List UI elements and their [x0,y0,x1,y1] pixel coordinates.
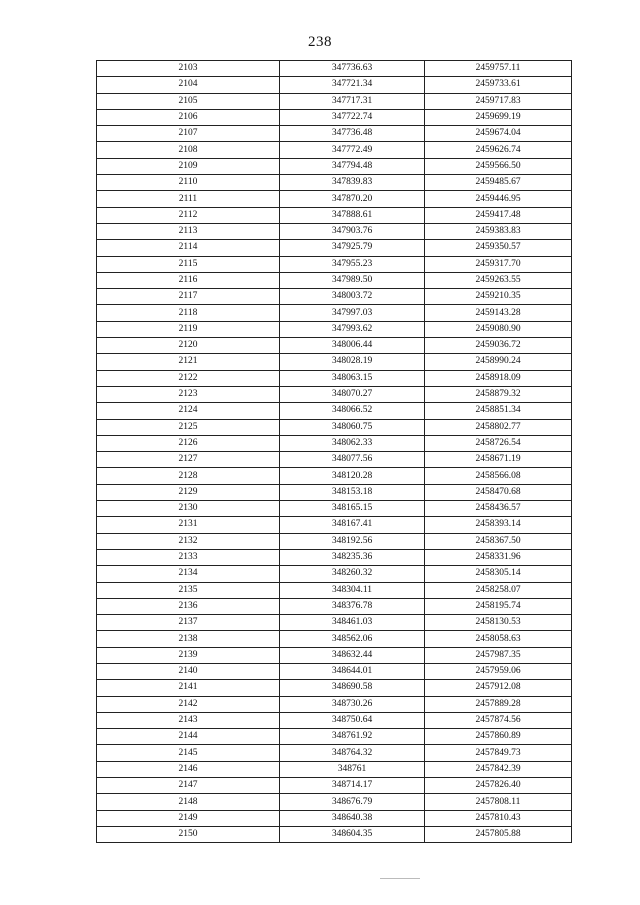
x-coordinate-cell: 348063.15 [280,370,425,386]
x-coordinate-cell: 348077.56 [280,452,425,468]
point-number-cell: 2137 [97,615,280,631]
y-coordinate-cell: 2457826.40 [425,778,572,794]
y-coordinate-cell: 2457874.56 [425,712,572,728]
x-coordinate-cell: 348562.06 [280,631,425,647]
table-row [97,61,572,77]
y-coordinate-cell: 2459317.70 [425,256,572,272]
y-coordinate-cell: 2458195.74 [425,598,572,614]
table-row [97,191,572,207]
x-coordinate-cell: 348761 [280,761,425,777]
y-coordinate-cell: 2459036.72 [425,338,572,354]
point-number-cell: 2103 [97,61,280,77]
y-coordinate-cell: 2457860.89 [425,729,572,745]
point-number-cell: 2136 [97,598,280,614]
point-number-cell: 2141 [97,680,280,696]
point-number-cell: 2135 [97,582,280,598]
point-number-cell: 2120 [97,338,280,354]
table-row [97,175,572,191]
table-row [97,484,572,500]
x-coordinate-cell: 348764.32 [280,745,425,761]
y-coordinate-cell: 2457810.43 [425,810,572,826]
x-coordinate-cell: 348750.64 [280,712,425,728]
point-number-cell: 2114 [97,240,280,256]
y-coordinate-cell: 2457808.11 [425,794,572,810]
x-coordinate-cell: 347722.74 [280,109,425,125]
x-coordinate-cell: 348676.79 [280,794,425,810]
y-coordinate-cell: 2459733.61 [425,77,572,93]
point-number-cell: 2106 [97,109,280,125]
point-number-cell: 2108 [97,142,280,158]
table-row [97,321,572,337]
point-number-cell: 2125 [97,419,280,435]
point-number-cell: 2139 [97,647,280,663]
table-row [97,501,572,517]
x-coordinate-cell: 348153.18 [280,484,425,500]
point-number-cell: 2142 [97,696,280,712]
y-coordinate-cell: 2458802.77 [425,419,572,435]
point-number-cell: 2133 [97,549,280,565]
x-coordinate-cell: 348028.19 [280,354,425,370]
table-row [97,403,572,419]
x-coordinate-cell: 348235.36 [280,549,425,565]
y-coordinate-cell: 2457889.28 [425,696,572,712]
x-coordinate-cell: 348644.01 [280,663,425,679]
table-row [97,370,572,386]
y-coordinate-cell: 2458918.09 [425,370,572,386]
y-coordinate-cell: 2458393.14 [425,517,572,533]
point-number-cell: 2121 [97,354,280,370]
table-row [97,517,572,533]
table-row [97,93,572,109]
y-coordinate-cell: 2459757.11 [425,61,572,77]
x-coordinate-cell: 348060.75 [280,419,425,435]
point-number-cell: 2117 [97,289,280,305]
y-coordinate-cell: 2458990.24 [425,354,572,370]
table-row [97,696,572,712]
y-coordinate-cell: 2459210.35 [425,289,572,305]
x-coordinate-cell: 348260.32 [280,566,425,582]
table-row [97,468,572,484]
y-coordinate-cell: 2459080.90 [425,321,572,337]
point-number-cell: 2105 [97,93,280,109]
y-coordinate-cell: 2459717.83 [425,93,572,109]
page-number: 238 [308,34,332,50]
point-number-cell: 2149 [97,810,280,826]
y-coordinate-cell: 2457959.06 [425,663,572,679]
table-row [97,435,572,451]
y-coordinate-cell: 2459485.67 [425,175,572,191]
point-number-cell: 2147 [97,778,280,794]
x-coordinate-cell: 348376.78 [280,598,425,614]
table-row [97,354,572,370]
x-coordinate-cell: 348730.26 [280,696,425,712]
table-row [97,386,572,402]
x-coordinate-cell: 347955.23 [280,256,425,272]
point-number-cell: 2118 [97,305,280,321]
table-row [97,745,572,761]
coordinate-table-body [97,61,572,843]
point-number-cell: 2148 [97,794,280,810]
point-number-cell: 2126 [97,435,280,451]
table-row [97,615,572,631]
x-coordinate-cell: 347721.34 [280,77,425,93]
y-coordinate-cell: 2459417.48 [425,207,572,223]
x-coordinate-cell: 347870.20 [280,191,425,207]
x-coordinate-cell: 348070.27 [280,386,425,402]
x-coordinate-cell: 347736.48 [280,126,425,142]
table-row [97,680,572,696]
y-coordinate-cell: 2458879.32 [425,386,572,402]
table-row [97,142,572,158]
table-row [97,778,572,794]
point-number-cell: 2109 [97,158,280,174]
point-number-cell: 2138 [97,631,280,647]
x-coordinate-cell: 347925.79 [280,240,425,256]
x-coordinate-cell: 347888.61 [280,207,425,223]
x-coordinate-cell: 347772.49 [280,142,425,158]
y-coordinate-cell: 2458130.53 [425,615,572,631]
x-coordinate-cell: 348120.28 [280,468,425,484]
point-number-cell: 2110 [97,175,280,191]
x-coordinate-cell: 348003.72 [280,289,425,305]
point-number-cell: 2132 [97,533,280,549]
y-coordinate-cell: 2459566.50 [425,158,572,174]
point-number-cell: 2116 [97,272,280,288]
x-coordinate-cell: 348604.35 [280,826,425,842]
x-coordinate-cell: 347717.31 [280,93,425,109]
table-row [97,647,572,663]
point-number-cell: 2131 [97,517,280,533]
y-coordinate-cell: 2457805.88 [425,826,572,842]
table-row [97,826,572,842]
y-coordinate-cell: 2458305.14 [425,566,572,582]
point-number-cell: 2104 [97,77,280,93]
point-number-cell: 2146 [97,761,280,777]
point-number-cell: 2124 [97,403,280,419]
x-coordinate-cell: 348304.11 [280,582,425,598]
x-coordinate-cell: 347736.63 [280,61,425,77]
table-row [97,533,572,549]
table-row [97,240,572,256]
y-coordinate-cell: 2457849.73 [425,745,572,761]
y-coordinate-cell: 2458367.50 [425,533,572,549]
table-row [97,582,572,598]
table-row [97,109,572,125]
x-coordinate-cell: 347903.76 [280,223,425,239]
x-coordinate-cell: 347997.03 [280,305,425,321]
x-coordinate-cell: 348632.44 [280,647,425,663]
table-row [97,452,572,468]
y-coordinate-cell: 2457987.35 [425,647,572,663]
table-row [97,256,572,272]
point-number-cell: 2123 [97,386,280,402]
table-row [97,663,572,679]
point-number-cell: 2113 [97,223,280,239]
x-coordinate-cell: 347993.62 [280,321,425,337]
point-number-cell: 2111 [97,191,280,207]
y-coordinate-cell: 2458436.57 [425,501,572,517]
table-row [97,223,572,239]
point-number-cell: 2144 [97,729,280,745]
coordinate-table [96,60,572,843]
x-coordinate-cell: 348714.17 [280,778,425,794]
table-row [97,77,572,93]
y-coordinate-cell: 2458851.34 [425,403,572,419]
table-row [97,794,572,810]
table-row [97,305,572,321]
point-number-cell: 2115 [97,256,280,272]
x-coordinate-cell: 347839.83 [280,175,425,191]
table-row [97,207,572,223]
table-row [97,549,572,565]
table-row [97,761,572,777]
y-coordinate-cell: 2459143.28 [425,305,572,321]
point-number-cell: 2127 [97,452,280,468]
y-coordinate-cell: 2458470.68 [425,484,572,500]
point-number-cell: 2119 [97,321,280,337]
table-row [97,598,572,614]
x-coordinate-cell: 348461.03 [280,615,425,631]
point-number-cell: 2130 [97,501,280,517]
point-number-cell: 2134 [97,566,280,582]
x-coordinate-cell: 348165.15 [280,501,425,517]
table-row [97,126,572,142]
table-row [97,338,572,354]
y-coordinate-cell: 2459446.95 [425,191,572,207]
y-coordinate-cell: 2458058.63 [425,631,572,647]
scan-artifact-line [380,878,420,879]
y-coordinate-cell: 2459383.83 [425,223,572,239]
y-coordinate-cell: 2458258.07 [425,582,572,598]
x-coordinate-cell: 348761.92 [280,729,425,745]
x-coordinate-cell: 348192.56 [280,533,425,549]
y-coordinate-cell: 2459699.19 [425,109,572,125]
table-row [97,272,572,288]
x-coordinate-cell: 348062.33 [280,435,425,451]
point-number-cell: 2143 [97,712,280,728]
x-coordinate-cell: 348006.44 [280,338,425,354]
table-row [97,810,572,826]
point-number-cell: 2128 [97,468,280,484]
point-number-cell: 2107 [97,126,280,142]
y-coordinate-cell: 2458726.54 [425,435,572,451]
x-coordinate-cell: 347794.48 [280,158,425,174]
y-coordinate-cell: 2459263.55 [425,272,572,288]
point-number-cell: 2150 [97,826,280,842]
table-row [97,566,572,582]
table-row [97,729,572,745]
point-number-cell: 2122 [97,370,280,386]
point-number-cell: 2129 [97,484,280,500]
y-coordinate-cell: 2457912.08 [425,680,572,696]
y-coordinate-cell: 2459674.04 [425,126,572,142]
y-coordinate-cell: 2459350.57 [425,240,572,256]
table-row [97,631,572,647]
point-number-cell: 2140 [97,663,280,679]
table-row [97,419,572,435]
point-number-cell: 2112 [97,207,280,223]
x-coordinate-cell: 348640.38 [280,810,425,826]
table-row [97,158,572,174]
y-coordinate-cell: 2458671.19 [425,452,572,468]
x-coordinate-cell: 348690.58 [280,680,425,696]
y-coordinate-cell: 2458331.96 [425,549,572,565]
x-coordinate-cell: 347989.50 [280,272,425,288]
point-number-cell: 2145 [97,745,280,761]
table-row [97,289,572,305]
x-coordinate-cell: 348066.52 [280,403,425,419]
y-coordinate-cell: 2457842.39 [425,761,572,777]
y-coordinate-cell: 2458566.08 [425,468,572,484]
y-coordinate-cell: 2459626.74 [425,142,572,158]
x-coordinate-cell: 348167.41 [280,517,425,533]
table-row [97,712,572,728]
